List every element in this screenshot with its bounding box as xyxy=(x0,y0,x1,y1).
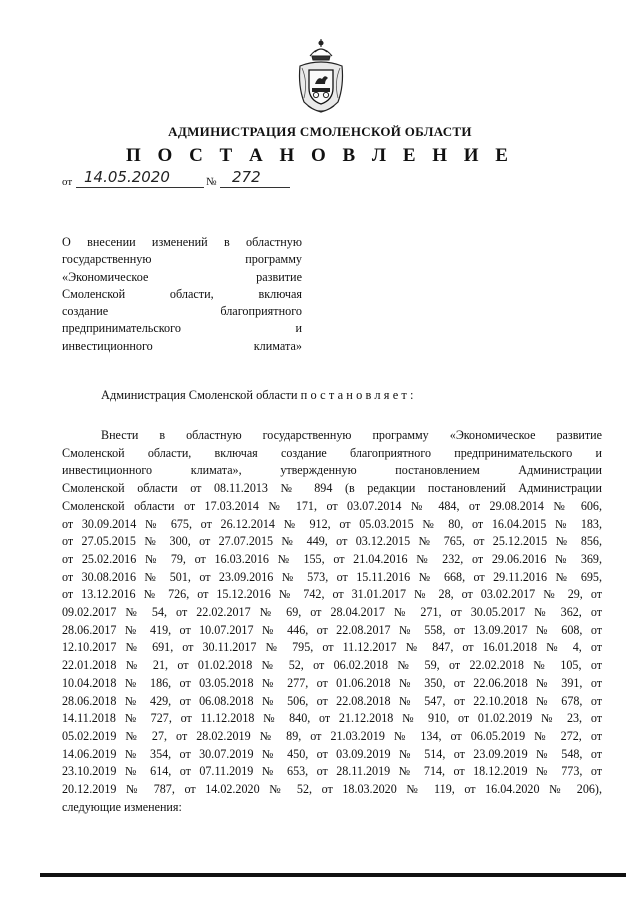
body-line: 05.02.2019 № 27, от 28.02.2019 № 89, от 21.03.2019 № 134, от 06.05.2019 № 272, от xyxy=(62,728,602,743)
body-line: 28.06.2017 № 419, от 10.07.2017 № 446, от 22.08.2017 № 558, от 13.09.2017 № 608, от xyxy=(62,622,602,637)
body-line: от 30.09.2014 № 675, от 26.12.2014 № 912, от 05.03.2015 № 80, от 16.04.2015 № 183, xyxy=(62,516,602,531)
document-subject xyxy=(62,234,302,355)
date-underline xyxy=(76,187,204,188)
body-line: Внести в областную государственную программу «Экономическое развитие xyxy=(101,428,602,442)
number-prefix: № xyxy=(206,176,217,188)
body-line: инвестиционного климата», утвержденную постановлением Администрации xyxy=(62,463,602,478)
handwritten-date: 14.05.2020 xyxy=(84,168,170,186)
body-line: Смоленской области от 17.03.2014 № 171, от 03.07.2014 № 484, от 29.08.2014 № 606, xyxy=(62,498,602,513)
subject-line: инвестиционного климата» xyxy=(62,338,302,353)
body-line: следующие изменения: xyxy=(62,799,182,814)
subject-line: О внесении изменений в областную xyxy=(62,235,302,249)
body-line: от 13.12.2016 № 726, от 15.12.2016 № 742, от 31.01.2017 № 28, от 03.02.2017 № 29, от xyxy=(62,587,602,602)
subject-line: государственную программу xyxy=(62,252,302,267)
body-line: 28.06.2018 № 429, от 06.08.2018 № 506, от 22.08.2018 № 547, от 22.10.2018 № 678, от xyxy=(62,693,602,708)
body-line: 20.12.2019 № 787, от 14.02.2020 № 52, от 18.03.2020 № 119, от 16.04.2020 № 206), xyxy=(62,782,602,797)
body-line: 14.11.2018 № 727, от 11.12.2018 № 840, от 21.12.2018 № 910, от 01.02.2019 № 23, от xyxy=(62,711,602,726)
number-underline xyxy=(220,187,290,188)
date-prefix: от xyxy=(62,176,73,188)
body-line: 10.04.2018 № 186, от 03.05.2018 № 277, от 01.06.2018 № 350, от 22.06.2018 № 391, от xyxy=(62,675,602,690)
document-type-title: П О С Т А Н О В Л Е Н И Е xyxy=(126,145,514,166)
body-line: 14.06.2019 № 354, от 30.07.2019 № 450, от 03.09.2019 № 514, от 23.09.2019 № 548, от xyxy=(62,746,602,761)
coat-of-arms-icon xyxy=(294,36,348,116)
body-line: 12.10.2017 № 691, от 30.11.2017 № 795, от 11.12.2017 № 847, от 16.01.2018 № 4, от xyxy=(62,640,602,655)
subject-line: Смоленской области, включая xyxy=(62,286,302,301)
decree-statement xyxy=(101,388,417,403)
subject-line: «Экономическое развитие xyxy=(62,269,302,284)
body-line: от 25.02.2016 № 79, от 16.03.2016 № 155, от 21.04.2016 № 232, от 29.06.2016 № 369, xyxy=(62,551,602,566)
handwritten-number: 272 xyxy=(232,168,261,186)
body-line: 22.01.2018 № 21, от 01.02.2018 № 52, от 06.02.2018 № 59, от 22.02.2018 № 105, от xyxy=(62,658,602,673)
body-line: от 27.05.2015 № 300, от 27.07.2015 № 449, от 03.12.2015 № 765, от 25.12.2015 № 856, xyxy=(62,534,602,549)
body-line: 09.02.2017 № 54, от 22.02.2017 № 69, от 28.04.2017 № 271, от 30.05.2017 № 362, от xyxy=(62,605,602,620)
organization-name: АДМИНИСТРАЦИЯ СМОЛЕНСКОЙ ОБЛАСТИ xyxy=(168,124,472,139)
body-line: Смоленской области от 08.11.2013 № 894 (в редакции постановлений Администрации xyxy=(62,481,602,496)
body-line: от 30.08.2016 № 501, от 23.09.2016 № 573, от 15.11.2016 № 668, от 29.11.2016 № 695, xyxy=(62,569,602,584)
subject-line: предпринимательского и xyxy=(62,321,302,336)
body-line: 23.10.2019 № 614, от 07.11.2019 № 653, от 28.11.2019 № 714, от 18.12.2019 № 773, от xyxy=(62,764,602,779)
page-bottom-rule xyxy=(40,873,626,877)
document-body xyxy=(62,427,602,816)
subject-line: создание благоприятного xyxy=(62,304,302,319)
decree-prefix: Администрация Смоленской области xyxy=(101,388,298,402)
decree-verb: постановляет: xyxy=(300,388,417,402)
body-line: Смоленской области, включая создание благоприятного предпринимательского и xyxy=(62,445,602,460)
